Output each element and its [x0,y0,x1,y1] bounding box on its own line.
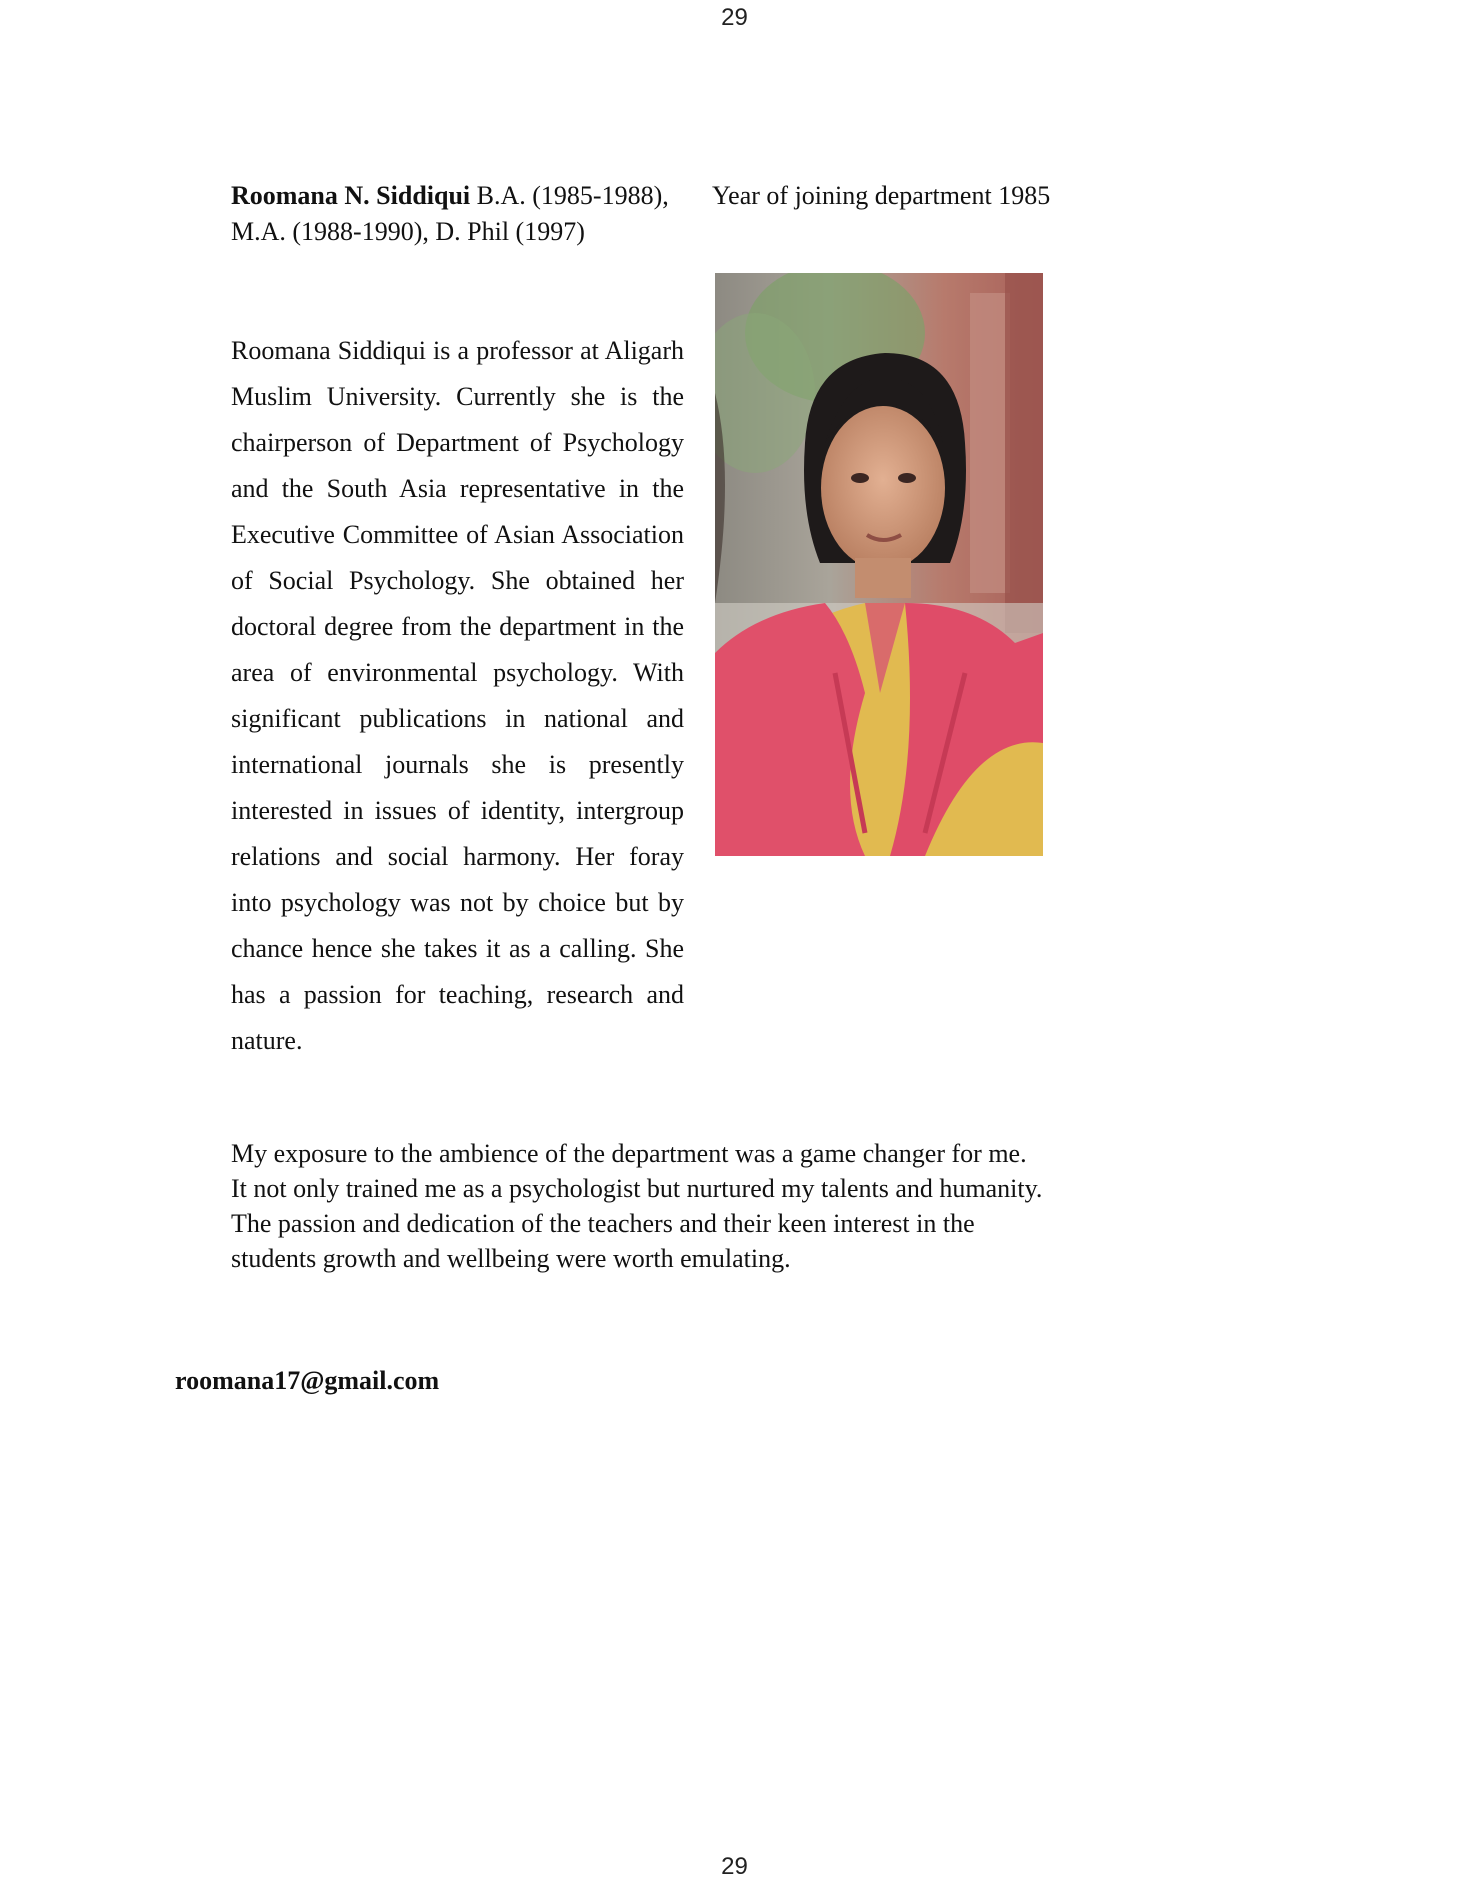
degrees-line-1: B.A. (1985-1988), [470,181,669,210]
person-name: Roomana N. Siddiqui [231,181,471,210]
profile-heading [231,178,701,250]
exposure-line: My exposure to the ambience of the department was a game changer for me. [231,1139,1027,1168]
page-number-top: 29 [721,4,748,31]
exposure-line: students growth and wellbeing were worth emulating. [231,1244,791,1273]
joining-year: Year of joining department 1985 [712,181,1051,210]
email-address[interactable]: roomana17@gmail.com [175,1366,440,1395]
exposure-paragraph [231,1136,1111,1276]
exposure-line: It not only trained me as a psychologist but nurtured my talents and humanity. [231,1174,1043,1203]
portrait-illustration [715,273,1043,856]
biography-paragraph: Roomana Siddiqui is a professor at Aligarh Muslim University. Currently she is the chairperson of Department of Psychology and the South Asia representative in the Executive Committee of Asian Association of Social Psychology. She obtained her doctoral degree from the department in the area of environmental psychology. With significant publications in national and international journals she is presently interested in issues of identity, intergroup relations and social harmony. Her foray into psychology was not by choice but by chance hence she takes it as a calling. She has a passion for teaching, research and nature. [231,336,684,1055]
portrait-photo [715,273,1043,856]
page-number-bottom: 29 [721,1853,748,1880]
exposure-line: The passion and dedication of the teachers and their keen interest in the [231,1209,975,1238]
degrees-line-2: M.A. (1988-1990), D. Phil (1997) [231,217,585,246]
